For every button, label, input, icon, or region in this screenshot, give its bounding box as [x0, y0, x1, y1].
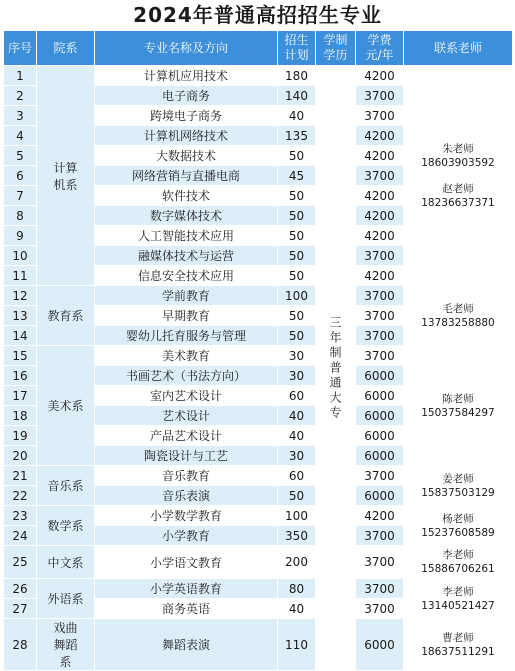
cell-fee: 3700	[356, 326, 404, 346]
cell-seq: 15	[4, 346, 37, 366]
cell-plan: 110	[278, 619, 316, 671]
cell-major: 信息安全技术应用	[95, 266, 278, 286]
cell-contact	[404, 546, 513, 579]
cell-fee: 4200	[356, 146, 404, 166]
cell-seq: 6	[4, 166, 37, 186]
table-row	[4, 286, 513, 306]
cell-plan: 50	[278, 306, 316, 326]
cell-seq: 5	[4, 146, 37, 166]
cell-dept	[37, 346, 95, 466]
cell-plan: 40	[278, 426, 316, 446]
table-row	[4, 579, 513, 599]
cell-plan: 50	[278, 186, 316, 206]
cell-plan: 180	[278, 66, 316, 86]
cell-dept	[37, 286, 95, 346]
cell-fee: 6000	[356, 486, 404, 506]
cell-seq: 7	[4, 186, 37, 206]
cell-major: 人工智能技术应用	[95, 226, 278, 246]
cell-seq: 27	[4, 599, 37, 619]
cell-plan: 80	[278, 579, 316, 599]
dept-name: 美术系	[47, 399, 84, 413]
cell-contact	[404, 66, 513, 286]
cell-fee: 6000	[356, 406, 404, 426]
cell-plan: 30	[278, 446, 316, 466]
cell-fee: 4200	[356, 506, 404, 526]
cell-fee: 6000	[356, 619, 404, 671]
dept-name: 戏曲舞蹈系	[53, 621, 78, 669]
cell-major: 跨境电子商务	[95, 106, 278, 126]
contact-line: 朱老师	[442, 142, 474, 155]
cell-seq: 18	[4, 406, 37, 426]
cell-fee: 3700	[356, 579, 404, 599]
dept-name: 计算机系	[53, 160, 78, 192]
cell-seq: 23	[4, 506, 37, 526]
cell-major: 商务英语	[95, 599, 278, 619]
cell-seq: 8	[4, 206, 37, 226]
contact-line: 姜老师	[442, 472, 474, 485]
cell-major: 网络营销与直播电商	[95, 166, 278, 186]
contact-line: 杨老师	[442, 512, 474, 525]
contact-line: 18603903592	[421, 156, 495, 169]
cell-major: 小学英语教育	[95, 579, 278, 599]
cell-fee: 3700	[356, 166, 404, 186]
cell-fee: 3700	[356, 526, 404, 546]
cell-dept	[37, 466, 95, 506]
cell-fee: 3700	[356, 86, 404, 106]
cell-major: 舞蹈表演	[95, 619, 278, 671]
cell-fee: 3700	[356, 106, 404, 126]
cell-plan: 140	[278, 86, 316, 106]
cell-contact	[404, 579, 513, 619]
cell-fee: 6000	[356, 446, 404, 466]
table-row	[4, 619, 513, 671]
cell-plan: 50	[278, 206, 316, 226]
page-title: 2024年普通高招招生专业	[133, 3, 382, 27]
cell-plan: 50	[278, 226, 316, 246]
cell-seq: 19	[4, 426, 37, 446]
cell-seq: 22	[4, 486, 37, 506]
cell-fee: 3700	[356, 346, 404, 366]
cell-dept	[37, 546, 95, 579]
cell-plan: 100	[278, 506, 316, 526]
header-fee: 学费 元/年	[356, 31, 404, 66]
cell-study-mode: 三年制普通大专	[316, 66, 356, 671]
dept-name: 数学系	[47, 519, 84, 533]
cell-seq: 9	[4, 226, 37, 246]
cell-major: 音乐教育	[95, 466, 278, 486]
cell-seq: 20	[4, 446, 37, 466]
contact-line: 毛老师	[442, 302, 474, 315]
cell-seq: 4	[4, 126, 37, 146]
cell-major: 融媒体技术与运营	[95, 246, 278, 266]
cell-major: 室内艺术设计	[95, 386, 278, 406]
cell-contact	[404, 466, 513, 506]
table-row	[4, 506, 513, 526]
contact-line: 13140521427	[421, 599, 495, 612]
contact-line: 15886706261	[421, 563, 495, 575]
cell-dept	[37, 66, 95, 286]
cell-fee: 3700	[356, 306, 404, 326]
cell-seq: 16	[4, 366, 37, 386]
dept-name: 教育系	[47, 309, 84, 323]
cell-seq: 2	[4, 86, 37, 106]
cell-plan: 100	[278, 286, 316, 306]
cell-dept	[37, 619, 95, 671]
cell-major: 计算机应用技术	[95, 66, 278, 86]
cell-major: 数字媒体技术	[95, 206, 278, 226]
cell-seq: 28	[4, 619, 37, 671]
cell-fee: 4200	[356, 266, 404, 286]
table-row	[4, 546, 513, 579]
cell-fee: 4200	[356, 126, 404, 146]
dept-name: 音乐系	[47, 479, 84, 493]
cell-fee: 3700	[356, 246, 404, 266]
cell-major: 计算机网络技术	[95, 126, 278, 146]
table-header-row	[4, 31, 513, 66]
cell-contact	[404, 346, 513, 466]
cell-plan: 30	[278, 366, 316, 386]
contact-line: 曹老师	[442, 631, 474, 644]
cell-seq: 13	[4, 306, 37, 326]
cell-major: 电子商务	[95, 86, 278, 106]
cell-major: 音乐表演	[95, 486, 278, 506]
contact-line: 15037584297	[421, 406, 495, 419]
header-seq: 序号	[4, 31, 37, 66]
contact-line: 15237608589	[421, 526, 495, 539]
cell-seq: 24	[4, 526, 37, 546]
contact-line: 赵老师	[442, 182, 474, 195]
cell-fee: 3700	[356, 286, 404, 306]
contact-line: 李老师	[442, 549, 474, 561]
header-contact: 联系老师	[404, 31, 513, 66]
cell-major: 小学语文教育	[95, 546, 278, 579]
cell-plan: 350	[278, 526, 316, 546]
cell-major: 软件技术	[95, 186, 278, 206]
cell-fee: 6000	[356, 366, 404, 386]
cell-major: 产品艺术设计	[95, 426, 278, 446]
cell-contact	[404, 619, 513, 671]
cell-seq: 25	[4, 546, 37, 579]
cell-seq: 12	[4, 286, 37, 306]
table-row	[4, 66, 513, 86]
cell-contact	[404, 286, 513, 346]
cell-fee: 6000	[356, 426, 404, 446]
cell-plan: 40	[278, 106, 316, 126]
cell-fee: 3700	[356, 466, 404, 486]
cell-plan: 50	[278, 246, 316, 266]
cell-plan: 30	[278, 346, 316, 366]
cell-fee: 4200	[356, 186, 404, 206]
table-row	[4, 466, 513, 486]
cell-fee: 6000	[356, 386, 404, 406]
cell-major: 学前教育	[95, 286, 278, 306]
cell-major: 小学教育	[95, 526, 278, 546]
cell-major: 美术教育	[95, 346, 278, 366]
header-plan: 招生 计划	[278, 31, 316, 66]
cell-plan: 135	[278, 126, 316, 146]
cell-seq: 14	[4, 326, 37, 346]
table-row	[4, 346, 513, 366]
header-dept: 院系	[37, 31, 95, 66]
contact-line: 陈老师	[442, 392, 474, 405]
cell-seq: 10	[4, 246, 37, 266]
cell-plan: 40	[278, 406, 316, 426]
header-mode: 学制 学历	[316, 31, 356, 66]
cell-fee: 3700	[356, 546, 404, 579]
cell-plan: 60	[278, 466, 316, 486]
cell-seq: 11	[4, 266, 37, 286]
cell-fee: 3700	[356, 599, 404, 619]
cell-plan: 50	[278, 326, 316, 346]
header-major: 专业名称及方向	[95, 31, 278, 66]
cell-plan: 50	[278, 146, 316, 166]
cell-seq: 1	[4, 66, 37, 86]
cell-contact	[404, 506, 513, 546]
cell-plan: 40	[278, 599, 316, 619]
cell-plan: 50	[278, 266, 316, 286]
contact-line: 18236637371	[421, 196, 495, 209]
cell-dept	[37, 506, 95, 546]
cell-dept	[37, 579, 95, 619]
cell-major: 小学数学教育	[95, 506, 278, 526]
cell-major: 书画艺术（书法方向）	[95, 366, 278, 386]
contact-line: 18637511291	[421, 645, 495, 658]
cell-seq: 17	[4, 386, 37, 406]
cell-seq: 3	[4, 106, 37, 126]
contact-line	[404, 170, 512, 182]
cell-major: 艺术设计	[95, 406, 278, 426]
dept-name: 外语系	[47, 592, 84, 606]
cell-fee: 4200	[356, 66, 404, 86]
cell-fee: 4200	[356, 226, 404, 246]
cell-fee: 4200	[356, 206, 404, 226]
contact-line: 15837503129	[421, 486, 495, 499]
cell-seq: 21	[4, 466, 37, 486]
cell-major: 婴幼儿托育服务与管理	[95, 326, 278, 346]
contact-line: 13783258880	[421, 316, 495, 329]
dept-name: 中文系	[47, 555, 84, 570]
cell-plan: 45	[278, 166, 316, 186]
cell-plan: 60	[278, 386, 316, 406]
cell-major: 大数据技术	[95, 146, 278, 166]
cell-major: 早期教育	[95, 306, 278, 326]
cell-major: 陶瓷设计与工艺	[95, 446, 278, 466]
cell-seq: 26	[4, 579, 37, 599]
cell-plan: 200	[278, 546, 316, 579]
contact-line: 李老师	[442, 585, 474, 598]
cell-plan: 50	[278, 486, 316, 506]
majors-table	[3, 30, 513, 671]
